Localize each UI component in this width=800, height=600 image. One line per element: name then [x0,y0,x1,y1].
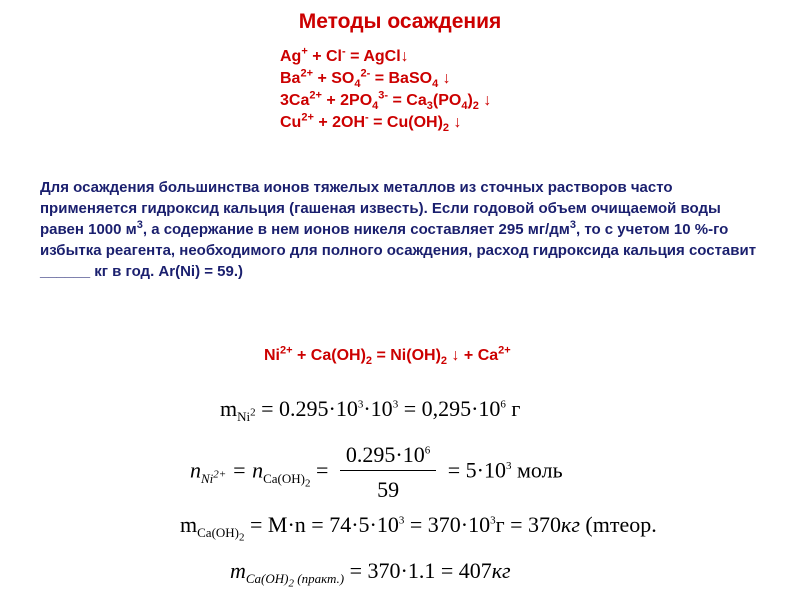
calc-mass-practical: $m_{Ca(OH)_2 (практ.)} = 370\cdot 1.1 = 407кг$ [230,558,511,590]
reaction-silver-chloride: Ag+ + Cl- = AgCl↓ [280,45,409,65]
nickel-precipitation-equation: $Ni^{2+} + Ca(OH)_2 = Ni(OH)_2$ ↓ + $Ca^{2+}$ [264,344,511,368]
calc-mass-nickel: $m_{Ni^2} = 0.295\cdot 10^3\cdot 10^3 = 0,295\cdot 10^6$ г [220,396,521,425]
reaction-barium-sulfate: $Ba^{2+} + SO_4^{2-}$ = BaSO$_4$ ↓ [280,67,451,91]
problem-statement: Для осаждения большинства ионов тяжелых металлов из сточных растворов часто применяется гидроксид кальция (гашеная известь). Если годовой объем очищаемой воды равен 1000 $м^3$, а содержание в нем ионов никеля составляет 295 $мг/дм^3$, то с учетом 10 %-го избытка реагента, необходимого для полного осаждения, расход гидроксида кальция составит ______ кг в год. Ar(Ni) = 59.) [40,179,757,280]
calc-moles: $n_{Ni^{2+}} = n_{Ca(OH)_2}$ = $\frac{0.295\cdot 10^6}{59}$ = $5\cdot 10^3$ моль [190,442,563,502]
calc-mass-theoretical: $m_{Ca(OH)_2} = M\cdot n = 74\cdot 5\cdot 10^3 = 370\cdot 10^3г = 370кг$ (mтеор. [180,512,657,544]
reaction-copper-hydroxide: $Cu^{2+} + 2OH^- = Cu(OH)_2$ ↓ [280,111,462,135]
slide-title: Методы осаждения [298,10,502,33]
reactions-list [280,46,491,134]
moles-fraction: $\frac{0.295\cdot 10^6}{59}$ [340,442,436,503]
reaction-calcium-phosphate: $3Ca^{2+} + 2PO_4^{3-} = Ca_3(PO_4)_2$ ↓ [280,89,492,113]
